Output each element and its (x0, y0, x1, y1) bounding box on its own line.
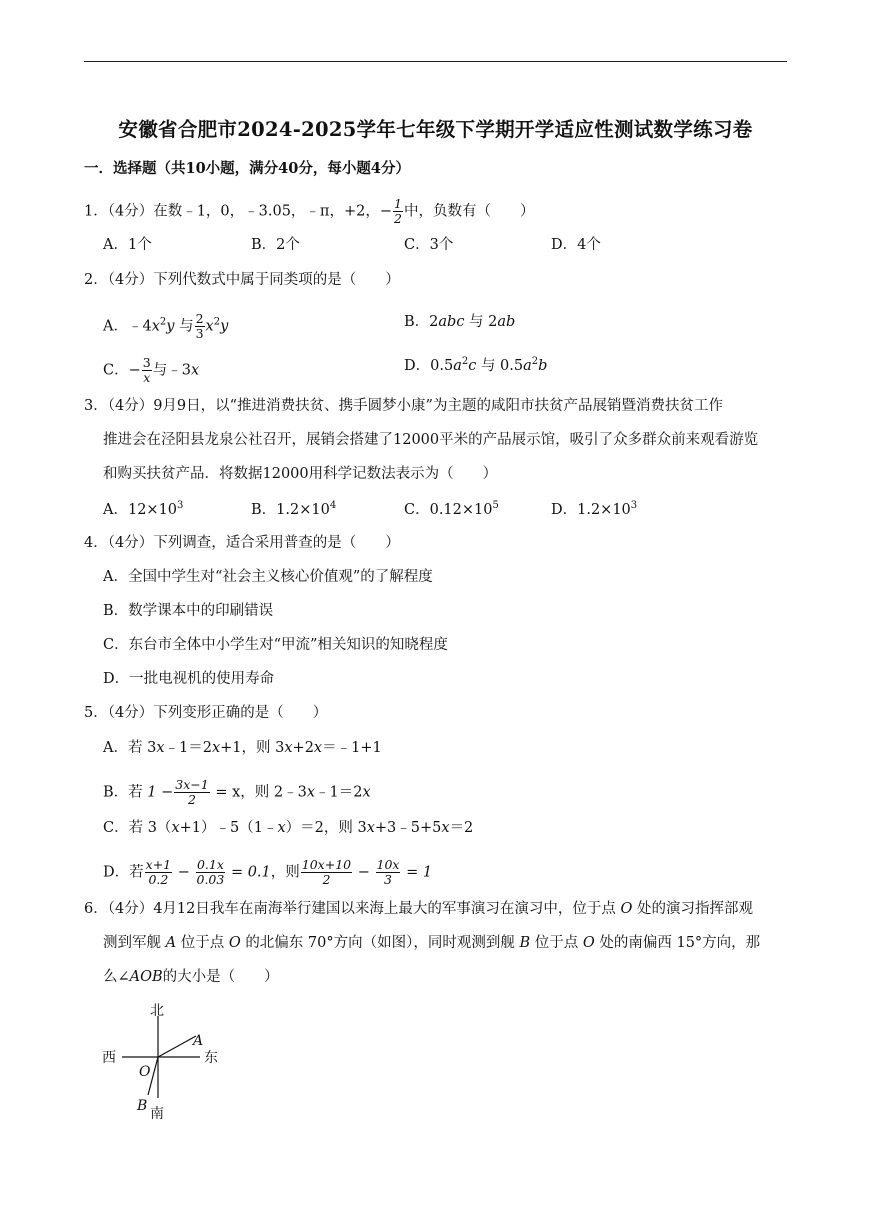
ray-oa (158, 1036, 196, 1057)
q5-option-b[interactable]: B．若 1 − $\frac{3x-1}{2}$ = x，则 2﹣3x﹣1＝2x (103, 777, 371, 807)
question-6-line-2: 测到军舰 A 位于点 O 的北偏东 70°方向（如图），同时观测到舰 B 位于点 O 处的南偏西 15°方向，那 (103, 935, 761, 951)
q2-option-a[interactable]: A．$﹣4x^2y$ 与 $\frac{2}{3}$ $x^2y$ (103, 311, 229, 341)
q3-option-c[interactable]: C．$0.12\times 10^5$ (404, 500, 499, 518)
q3-option-a[interactable]: A．$12\times 10^3$ (103, 500, 184, 518)
q1-option-a[interactable]: A．1个 (103, 237, 152, 253)
question-4: 4．（4分）下列调查，适合采用普查的是（ ） (84, 535, 400, 551)
question-3-line-2: 推进会在泾阳县龙泉公社召开，展销会搭建了12000平米的产品展示馆，吸引了众多群众前来观看游览 (103, 432, 759, 448)
q5-option-c[interactable]: C．若 3（x+1）﹣5（1﹣x）＝2，则 3x+3﹣5+5x＝2 (103, 820, 474, 836)
south-label: 南 (150, 1106, 164, 1122)
north-label: 北 (150, 1003, 164, 1019)
east-label: 东 (204, 1050, 218, 1066)
point-a-label: A (193, 1033, 204, 1049)
point-b-label: B (137, 1098, 148, 1114)
q4-option-d[interactable]: D．一批电视机的使用寿命 (103, 671, 275, 687)
q4-option-c[interactable]: C．东台市全体中小学生对“甲流”相关知识的知晓程度 (103, 637, 448, 653)
q1-option-c[interactable]: C．3个 (404, 237, 454, 253)
q2-option-b[interactable]: B．2abc 与 2ab (404, 314, 516, 330)
question-3-line-1: 3．（4分）9月9日，以“推进消费扶贫、携手圆梦小康”为主题的咸阳市扶贫产品展销暨消费扶贫工作 (84, 398, 723, 414)
question-3-line-3: 和购买扶贫产品．将数据12000用科学记数法表示为（ ） (103, 466, 498, 482)
q4-option-a[interactable]: A．全国中学生对“社会主义核心价值观”的了解程度 (103, 569, 433, 585)
q2-option-c[interactable]: C．− $\frac{3}{x}$ 与﹣3x (103, 355, 200, 385)
question-5: 5．（4分）下列变形正确的是（ ） (84, 705, 328, 721)
q1-option-b[interactable]: B．2个 (251, 237, 300, 253)
question-1: 1．（4分）在数﹣1，0，﹣3.05，﹣π，+2，− $\frac{1}{2}$ 中，负数有（ ） (84, 196, 535, 226)
q1-option-d[interactable]: D．4个 (551, 237, 601, 253)
question-6-line-1: 6．（4分）4月12日我车在南海举行建国以来海上最大的军事演习在演习中，位于点 O 处的演习指挥部观 (84, 901, 753, 917)
section-heading: 一．选择题（共10小题，满分40分，每小题4分） (84, 160, 410, 177)
header-rule (84, 61, 787, 62)
q5-option-d[interactable]: D．若 $\frac{x+1}{0.2}$ − $\frac{0.1x}{0.03}$ = 0.1，则 $\frac{10x+10}{2}$ − $\frac{10x}{3}$ = 1 (103, 857, 433, 887)
compass-diagram (98, 1000, 238, 1125)
question-6-line-3: 么∠AOB的大小是（ ） (103, 969, 279, 985)
west-label: 西 (102, 1050, 116, 1066)
q5-option-a[interactable]: A．若 3x﹣1＝2x+1，则 3x+2x＝﹣1+1 (103, 740, 382, 756)
q2-option-d[interactable]: D．$0.5a^2c$ 与 $0.5a^2b$ (404, 356, 548, 374)
question-2: 2．（4分）下列代数式中属于同类项的是（ ） (84, 272, 400, 288)
point-o-label: O (139, 1064, 151, 1080)
q4-option-b[interactable]: B．数学课本中的印刷错误 (103, 603, 274, 619)
q3-option-b[interactable]: B．$1.2\times 10^4$ (251, 500, 337, 518)
q3-option-d[interactable]: D．$1.2\times 10^3$ (551, 500, 638, 518)
page-title: 安徽省合肥市2024-2025学年七年级下学期开学适应性测试数学练习卷 (118, 118, 753, 141)
